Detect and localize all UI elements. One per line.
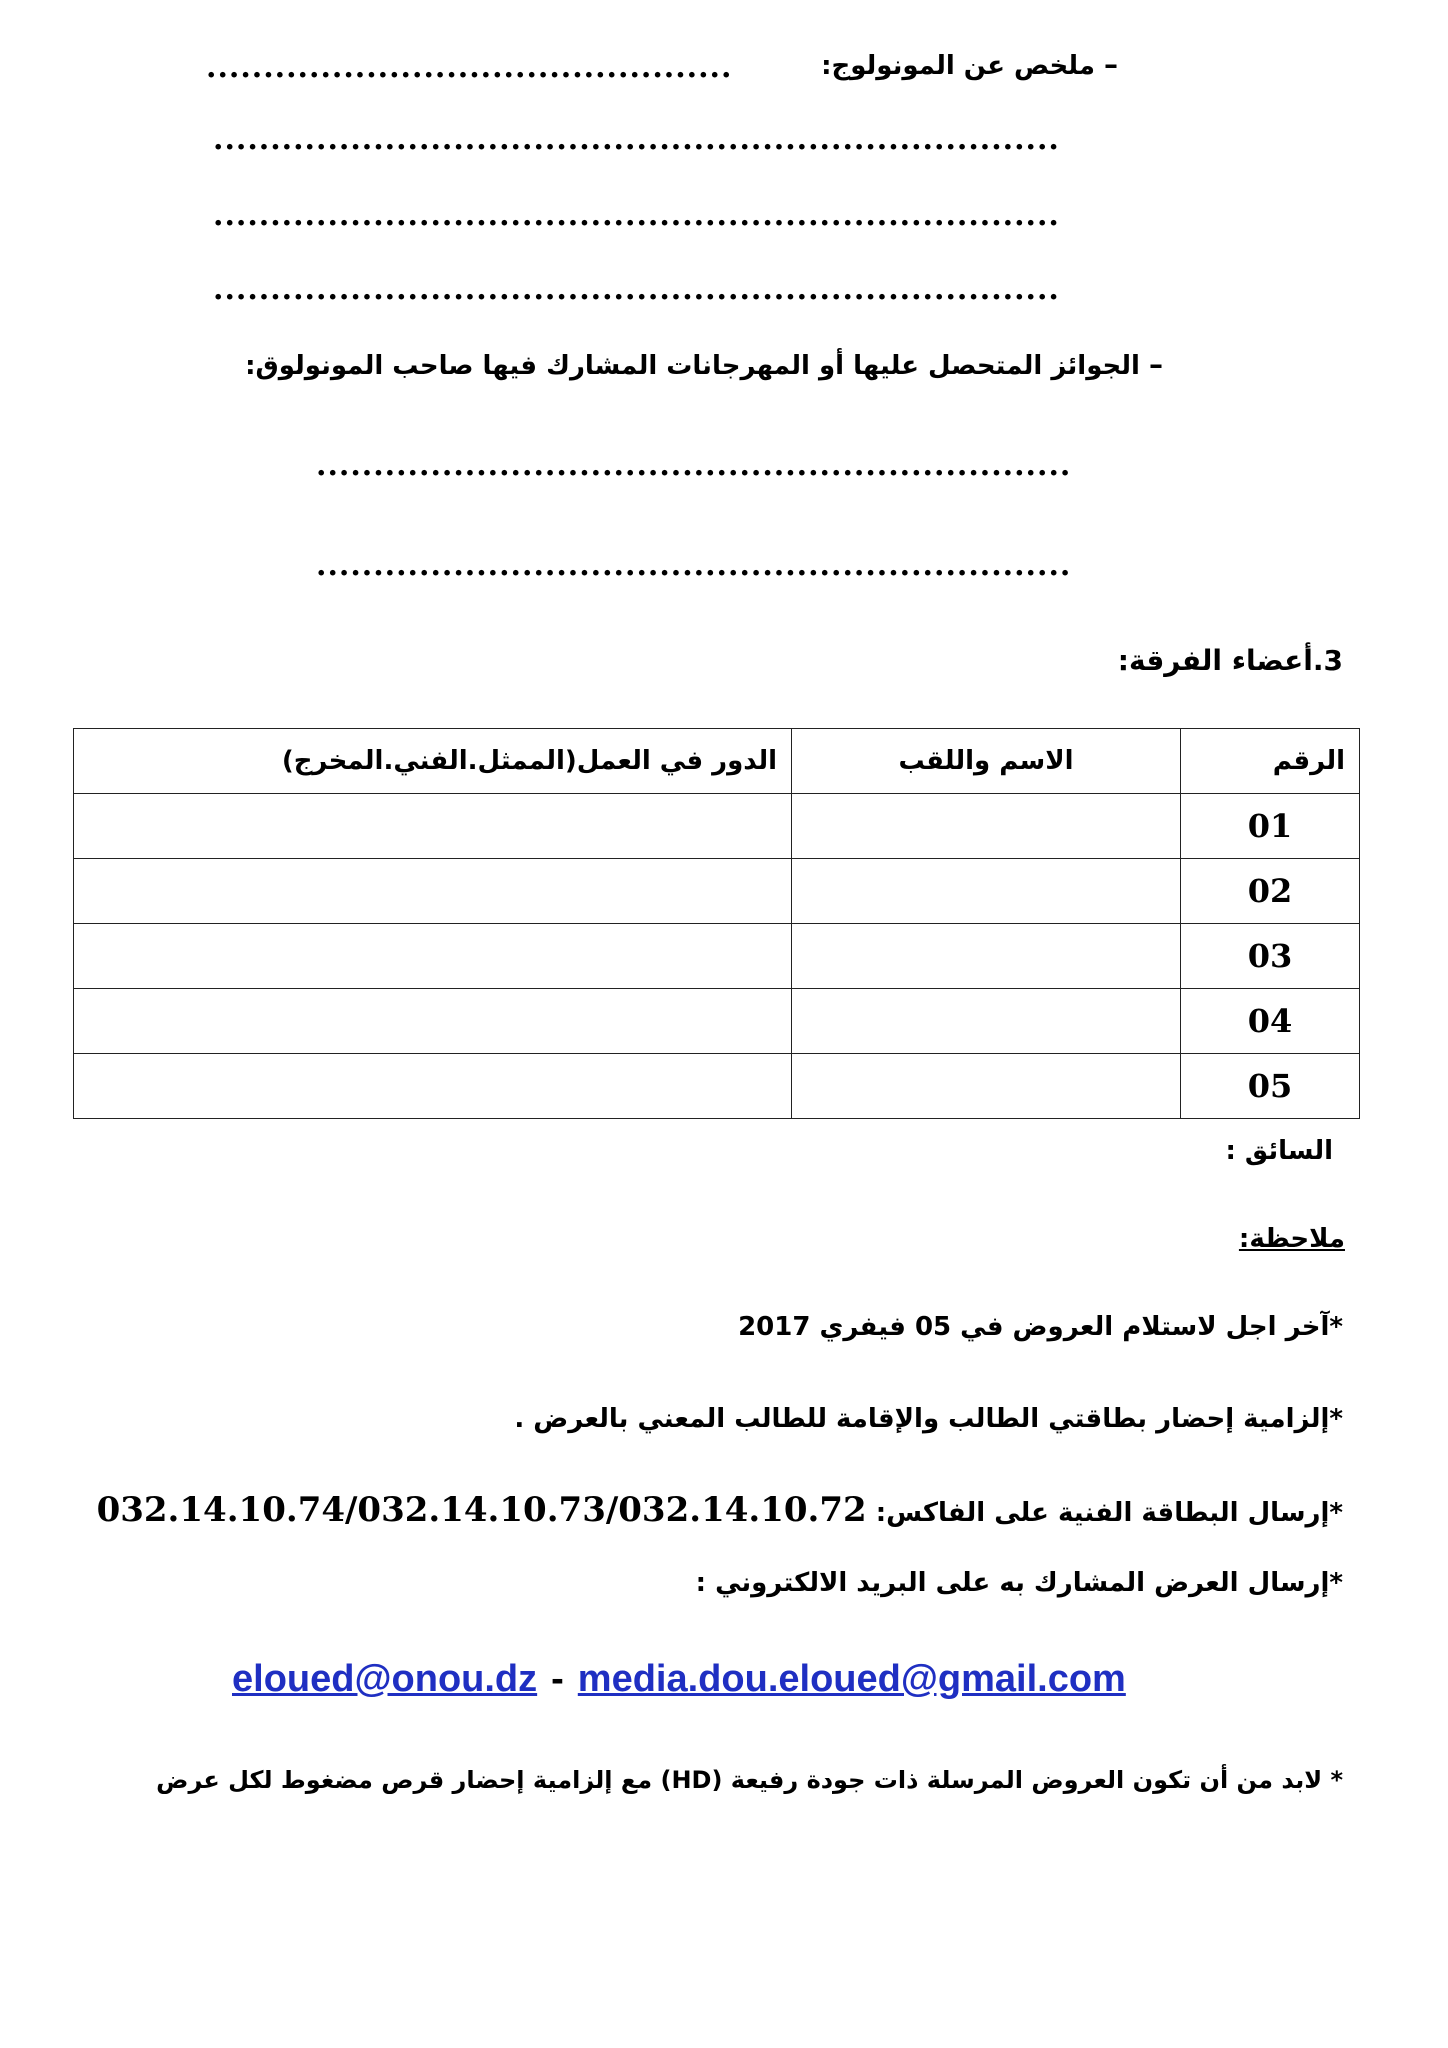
members-header-row bbox=[74, 729, 1360, 794]
row-role bbox=[74, 1054, 792, 1119]
header-role: الدور في العمل(الممثل.الفني.المخرج) bbox=[74, 729, 792, 794]
row-name bbox=[792, 924, 1181, 989]
table-row bbox=[74, 989, 1360, 1054]
header-num: الرقم bbox=[1181, 729, 1360, 794]
row-role bbox=[74, 794, 792, 859]
notes-heading: ملاحظة: bbox=[1238, 1224, 1345, 1254]
table-row bbox=[74, 794, 1360, 859]
row-num: 02 bbox=[1181, 859, 1360, 924]
summary-dots-line-1: .......................................................................... bbox=[213, 122, 1060, 157]
note-quality: * لابد من أن تكون العروض المرسلة ذات جودة رفيعة (HD) مع إلزامية إحضار قرص مضغوط لكل عرض bbox=[156, 1766, 1343, 1794]
row-role bbox=[74, 924, 792, 989]
fax-label: *إرسال البطاقة الفنية على الفاكس: bbox=[875, 1498, 1343, 1528]
header-name: الاسم واللقب bbox=[792, 729, 1181, 794]
note-fax bbox=[97, 1490, 1343, 1530]
summary-dots-line-2: .......................................................................... bbox=[213, 198, 1060, 233]
table-row bbox=[74, 859, 1360, 924]
summary-dots-first: .............................................. bbox=[206, 50, 733, 85]
row-name bbox=[792, 1054, 1181, 1119]
email-separator: - bbox=[551, 1658, 564, 1700]
row-role bbox=[74, 989, 792, 1054]
members-heading: 3.أعضاء الفرقة: bbox=[1117, 644, 1343, 677]
row-num: 05 bbox=[1181, 1054, 1360, 1119]
summary-dots-line-3: .......................................................................... bbox=[213, 272, 1060, 307]
summary-dash: – bbox=[1104, 48, 1118, 81]
note-deadline: *آخر اجل لاستلام العروض في 05 فيفري 2017 bbox=[738, 1312, 1343, 1342]
row-num: 04 bbox=[1181, 989, 1360, 1054]
row-name bbox=[792, 859, 1181, 924]
summary-label bbox=[821, 48, 1118, 81]
summary-label-text: ملخص عن المونولوج: bbox=[821, 51, 1095, 81]
table-row bbox=[74, 924, 1360, 989]
awards-label bbox=[245, 348, 1163, 381]
awards-dash: – bbox=[1149, 348, 1163, 381]
members-table bbox=[73, 728, 1360, 1119]
email-line bbox=[232, 1658, 1126, 1701]
driver-label: السائق : bbox=[1225, 1136, 1333, 1166]
fax-numbers: 032.14.10.74/032.14.10.73/032.14.10.72 bbox=[96, 1490, 867, 1530]
row-num: 03 bbox=[1181, 924, 1360, 989]
email-link-onou[interactable]: eloued@onou.dz bbox=[232, 1658, 538, 1700]
row-num: 01 bbox=[1181, 794, 1360, 859]
email-link-gmail[interactable]: media.dou.eloued@gmail.com bbox=[577, 1658, 1126, 1700]
row-name bbox=[792, 794, 1181, 859]
table-row bbox=[74, 1054, 1360, 1119]
awards-dots-line-2: .................................................................. bbox=[316, 548, 1072, 583]
row-name bbox=[792, 989, 1181, 1054]
awards-label-text: الجوائز المتحصل عليها أو المهرجانات المشارك فيها صاحب المونولوق: bbox=[245, 351, 1140, 381]
note-cards: *إلزامية إحضار بطاقتي الطالب والإقامة للطالب المعني بالعرض . bbox=[514, 1404, 1343, 1434]
awards-dots-line-1: .................................................................. bbox=[316, 448, 1072, 483]
note-email-label: *إرسال العرض المشارك به على البريد الالكتروني : bbox=[695, 1568, 1343, 1598]
row-role bbox=[74, 859, 792, 924]
